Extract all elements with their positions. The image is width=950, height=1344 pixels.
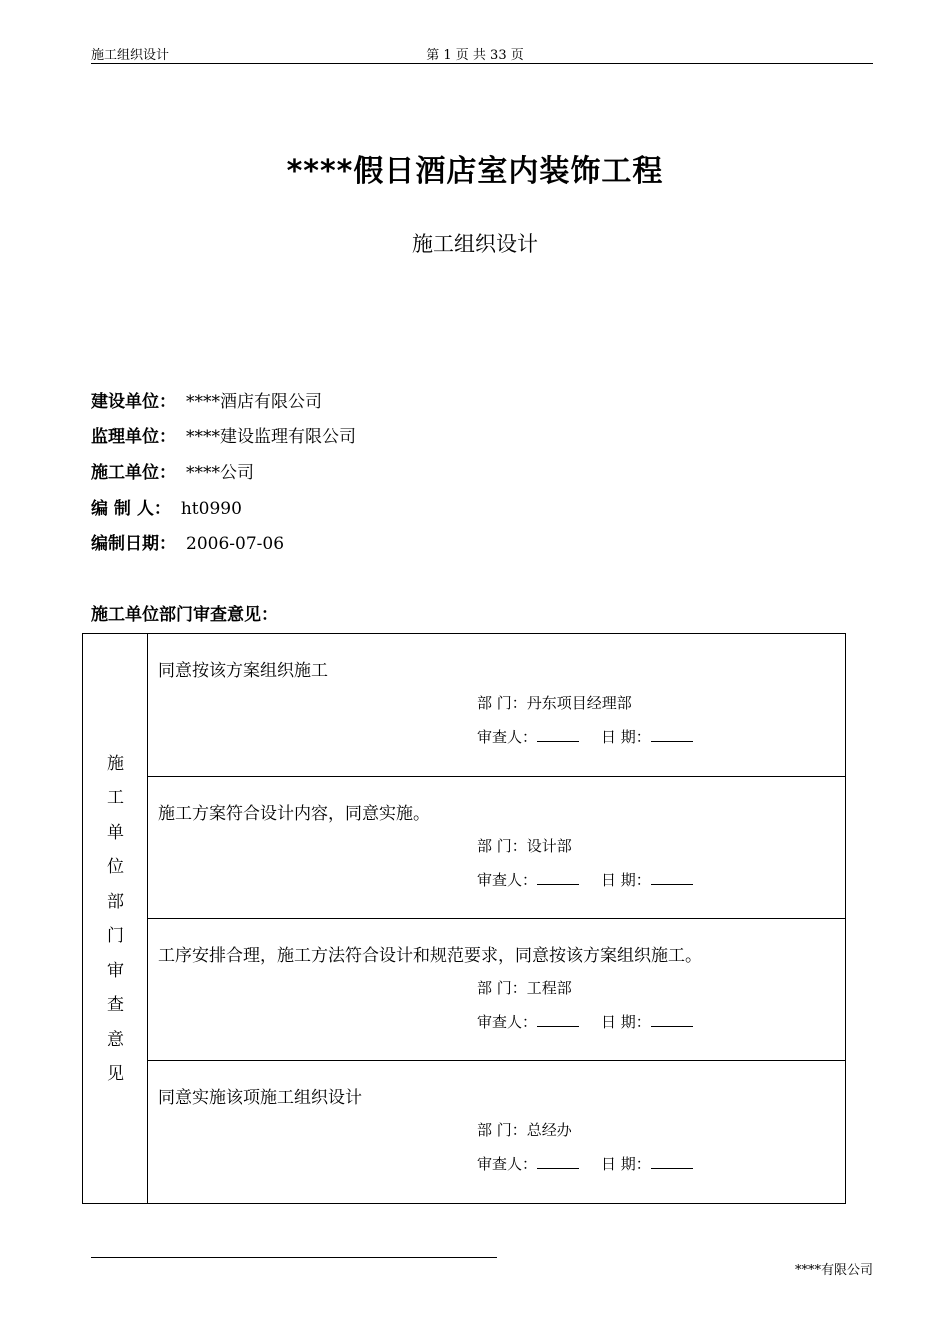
info-value: 2006-07-06	[186, 534, 285, 554]
reviewer-blank[interactable]	[537, 870, 579, 885]
info-separator: ：	[153, 499, 171, 519]
date-blank[interactable]	[651, 727, 693, 742]
review-opinion: 工序安排合理，施工方法符合设计和规范要求，同意按该方案组织施工。	[158, 946, 702, 966]
review-opinion: 同意按该方案组织施工	[158, 661, 328, 681]
review-row-general-office	[148, 1061, 845, 1202]
info-row-construction-unit	[91, 387, 322, 412]
info-row-supervision-unit	[91, 422, 356, 447]
info-value: ****酒店有限公司	[186, 392, 322, 412]
review-department	[477, 692, 632, 713]
side-label-char: 查	[107, 995, 124, 1015]
date-label: 日 期：	[601, 728, 651, 746]
date-blank[interactable]	[651, 1012, 693, 1027]
reviewer-label: 审查人：	[477, 871, 538, 889]
review-section-title: 施工单位部门审查意见：	[91, 605, 278, 625]
review-opinion: 施工方案符合设计内容，同意实施。	[158, 804, 430, 824]
review-table	[82, 633, 846, 1204]
info-separator: ：	[159, 463, 176, 483]
date-label: 日 期：	[601, 871, 651, 889]
dept-name: 设计部	[526, 837, 572, 855]
side-label-char: 位	[107, 857, 124, 877]
info-label: 建设单位	[91, 392, 159, 412]
info-label: 监理单位	[91, 427, 159, 447]
side-label-char: 门	[107, 926, 124, 946]
side-label-char: 见	[107, 1064, 124, 1084]
info-row-date	[91, 529, 284, 554]
dept-label: 部 门：	[477, 694, 527, 712]
dept-name: 工程部	[526, 979, 572, 997]
side-label-char: 单	[107, 823, 124, 843]
dept-name: 丹东项目经理部	[526, 694, 632, 712]
info-label: 编 制 人	[91, 499, 154, 519]
review-signature-line	[477, 1153, 693, 1174]
review-department	[477, 1119, 572, 1140]
info-separator: ：	[159, 534, 176, 554]
reviewer-label: 审查人：	[477, 1155, 538, 1173]
side-label-char: 工	[107, 788, 124, 808]
info-separator: ：	[159, 427, 176, 447]
side-label-char: 意	[107, 1030, 124, 1050]
header-rule	[91, 63, 873, 64]
info-value: ****公司	[186, 463, 254, 483]
header-page-info: 第 1 页 共 33 页	[426, 48, 524, 63]
reviewer-label: 审查人：	[477, 728, 538, 746]
review-opinion: 同意实施该项施工组织设计	[158, 1088, 362, 1108]
info-row-contractor	[91, 458, 254, 483]
review-signature-line	[477, 726, 693, 747]
dept-label: 部 门：	[477, 837, 527, 855]
date-label: 日 期：	[601, 1013, 651, 1031]
dept-label: 部 门：	[477, 1121, 527, 1139]
footer-rule	[91, 1257, 497, 1258]
info-label: 编制日期	[91, 534, 159, 554]
side-label-char: 审	[107, 961, 124, 981]
side-label-char: 施	[107, 754, 124, 774]
document-subtitle: 施工组织设计	[412, 232, 538, 256]
reviewer-blank[interactable]	[537, 1012, 579, 1027]
reviewer-label: 审查人：	[477, 1013, 538, 1031]
date-blank[interactable]	[651, 870, 693, 885]
review-row-design-dept	[148, 777, 845, 919]
info-separator: ：	[159, 392, 176, 412]
review-signature-line	[477, 1011, 693, 1032]
review-signature-line	[477, 869, 693, 890]
header-document-name: 施工组织设计	[91, 48, 170, 63]
footer-company: ****有限公司	[794, 1263, 873, 1278]
dept-label: 部 门：	[477, 979, 527, 997]
info-value: ****建设监理有限公司	[186, 427, 356, 447]
side-label-char: 部	[107, 892, 124, 912]
review-row-project-dept	[148, 634, 845, 777]
review-department	[477, 835, 572, 856]
review-side-label	[83, 634, 148, 1203]
dept-name: 总经办	[526, 1121, 572, 1139]
reviewer-blank[interactable]	[537, 727, 579, 742]
review-department	[477, 977, 572, 998]
document-title: ****假日酒店室内装饰工程	[286, 154, 664, 189]
date-blank[interactable]	[651, 1154, 693, 1169]
reviewer-blank[interactable]	[537, 1154, 579, 1169]
info-row-author	[91, 494, 242, 519]
info-label: 施工单位	[91, 463, 159, 483]
info-value: ht0990	[180, 499, 242, 519]
review-row-engineering-dept	[148, 919, 845, 1061]
date-label: 日 期：	[601, 1155, 651, 1173]
